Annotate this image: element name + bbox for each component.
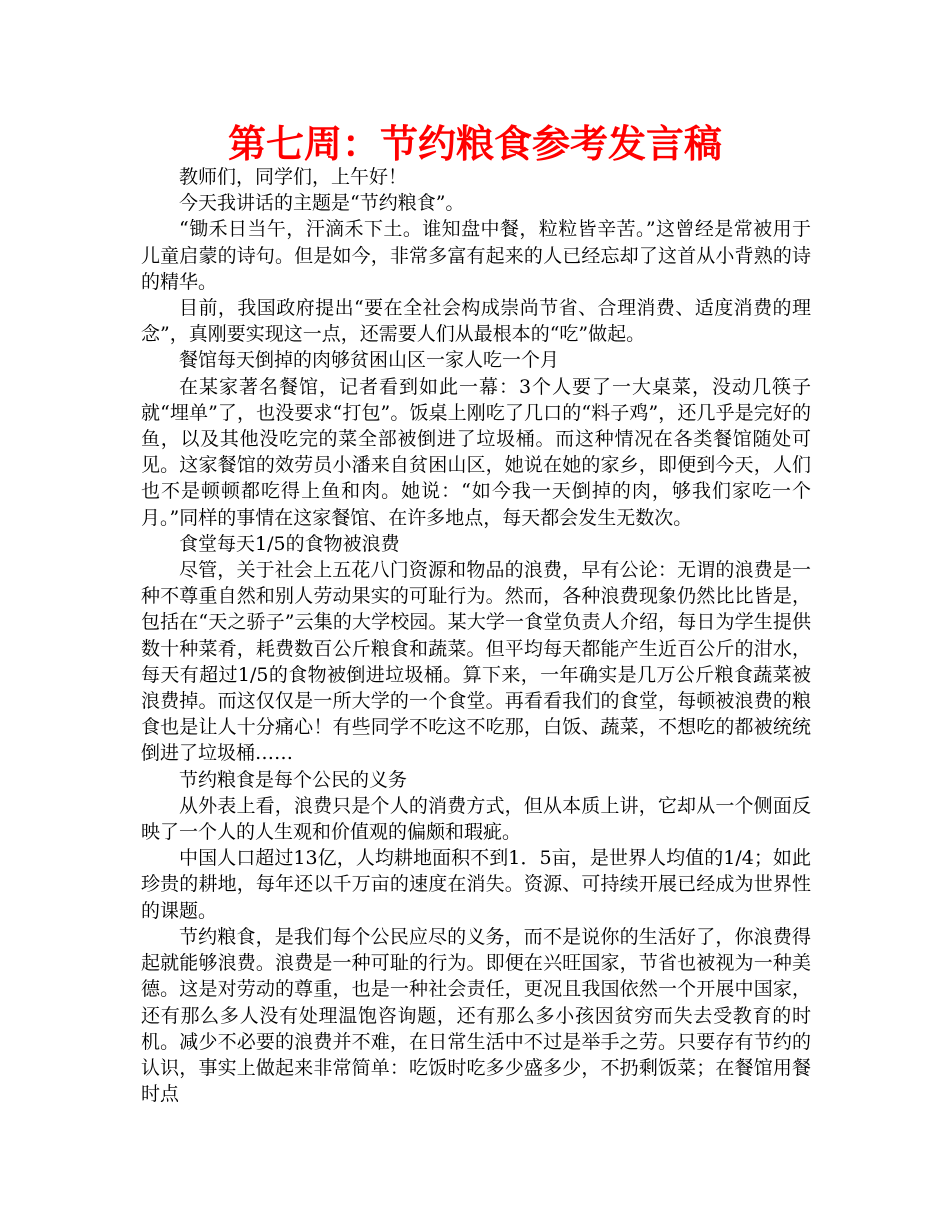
paragraph-poem: “锄禾日当午，汗滴禾下土。谁知盘中餐，粒粒皆辛苦。”这曾经是常被用于儿童启蒙的诗句。但是如今，非常多富有起来的人已经忘却了这首从小背熟的诗的精华。 — [141, 218, 811, 293]
paragraph-greeting: 教师们，同学们，上午好！ — [179, 166, 408, 188]
document-body — [141, 164, 811, 1107]
paragraph-restaurant: 在某家著名餐馆，记者看到如此一幕：3个人要了一大桌菜，没动几筷子就“埋单”了，也没要求“打包”。饭桌上刚吃了几口的“料子鸡”，还几乎是完好的鱼，以及其他没吃完的菜全部被倒进了垃圾桶。而这种情况在各类餐馆随处可见。这家餐馆的效劳员小潘来自贫困山区，她说在她的家乡，即便到今天，人们也不是顿顿都吃得上鱼和肉。她说：“如今我一天倒掉的肉，够我们家吃一个月。”同样的事情在这家餐馆、在许多地点，每天都会发生无数次。 — [141, 375, 811, 529]
paragraph-values: 从外表上看，浪费只是个人的消费方式，但从本质上讲，它却从一个侧面反映了一个人的人生观和价值观的偏颇和瑕疵。 — [141, 794, 811, 844]
paragraph-canteen: 尽管，关于社会上五花八门资源和物品的浪费，早有公论：无谓的浪费是一种不尊重自然和别人劳动果实的可耻行为。然而，各种浪费现象仍然比比皆是，包括在“天之骄子”云集的大学校园。某大学一食堂负责人介绍，每日为学生提供数十种菜肴，耗费数百公斤粮食和蔬菜。但平均每天都能产生近百公斤的泔水，每天有超过1/5的食物被倒进垃圾桶。算下来，一年确实是几万公斤粮食蔬菜被浪费掉。而这仅仅是一所大学的一个食堂。再看看我们的食堂，每顿被浪费的粮食也是让人十分痛心！有些同学不吃这不吃那，白饭、蔬菜，不想吃的都被统统倒进了垃圾桶…… — [141, 559, 811, 765]
document-title: 第七周：节约粮食参考发言稿 — [227, 122, 722, 166]
paragraph-topic: 今天我讲话的主题是“节约粮食”。 — [179, 192, 465, 215]
section-heading-canteen: 食堂每天1/5的食物被浪费 — [179, 532, 400, 555]
paragraph-policy: 目前，我国政府提出“要在全社会构成崇尚节省、合理消费、适度消费的理念”，真刚要实现这一点，还需要人们从最根本的“吃”做起。 — [141, 297, 811, 346]
section-heading-restaurant: 餐馆每天倒掉的肉够贫困山区一家人吃一个月 — [179, 349, 560, 372]
section-heading-duty: 节约粮食是每个公民的义务 — [179, 768, 408, 791]
paragraph-population: 中国人口超过13亿，人均耕地面积不到1．5亩，是世界人均值的1/4；如此珍贵的耕地，每年还以千万亩的速度在消失。资源、可持续开展已经成为世界性的课题。 — [141, 847, 811, 922]
paragraph-conclusion: 节约粮食，是我们每个公民应尽的义务，而不是说你的生活好了，你浪费得起就能够浪费。浪费是一种可耻的行为。即便在兴旺国家，节省也被视为一种美德。这是对劳动的尊重，也是一种社会责任，更况且我国依然一个开展中国家，还有那么多人没有处理温饱咨询题，还有那么多小孩因贫穷而失去受教育的时机。减少不必要的浪费并不难，在日常生活中不过是举手之劳。只要存有节约的认识，事实上做起来非常简单：吃饭时吃多少盛多少，不扔剩饭菜；在餐馆用餐时点 — [141, 925, 811, 1106]
